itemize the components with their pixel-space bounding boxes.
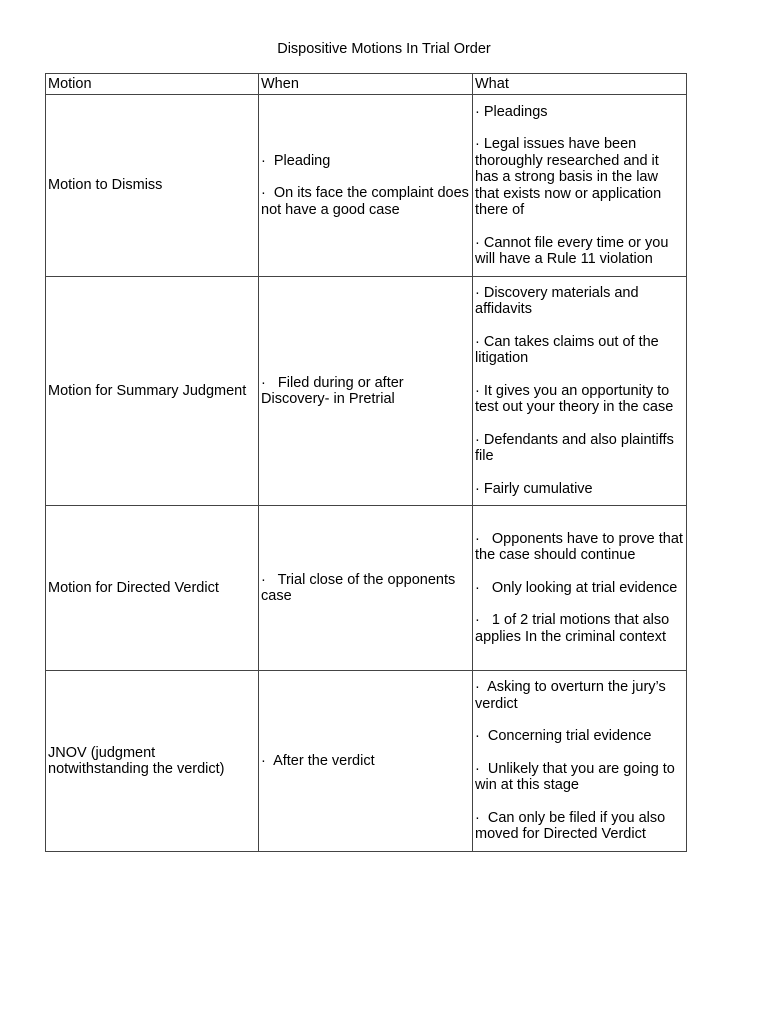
bullet-icon: · <box>475 612 480 629</box>
what-item: · Cannot file every time or you will have a Rule 11 violation <box>475 234 669 267</box>
what-cell <box>473 95 687 277</box>
table-row <box>46 671 687 852</box>
motions-table <box>45 73 687 852</box>
bullet-icon: · <box>475 103 480 120</box>
bullet-icon: · <box>261 374 266 391</box>
bullet-icon: · <box>475 579 480 596</box>
what-item: · Concerning trial evidence <box>475 728 652 745</box>
bullet-icon: · <box>475 333 480 350</box>
bullet-icon: · <box>475 284 480 301</box>
what-item: · Fairly cumulative <box>475 480 593 497</box>
bullet-icon: · <box>475 480 480 497</box>
bullet-icon: · <box>475 728 480 745</box>
header-motion: Motion <box>46 74 259 95</box>
when-cell <box>259 671 473 852</box>
when-item: · Filed during or after Discovery- in Pretrial <box>261 374 404 407</box>
table-row <box>46 95 687 277</box>
document-title: Dispositive Motions In Trial Order <box>277 41 491 57</box>
bullet-icon: · <box>261 185 266 202</box>
when-item: · On its face the complaint does not have a good case <box>261 185 469 218</box>
when-cell <box>259 277 473 506</box>
header-what: What <box>473 74 687 95</box>
when-item: · Trial close of the opponents case <box>261 571 456 604</box>
when-cell <box>259 95 473 277</box>
what-cell <box>473 277 687 506</box>
header-when: When <box>259 74 473 95</box>
table-row <box>46 277 687 506</box>
bullet-icon: · <box>475 530 480 547</box>
what-item: · Can takes claims out of the litigation <box>475 333 659 367</box>
bullet-icon: · <box>261 571 266 588</box>
what-item: · Only looking at trial evidence <box>475 579 678 596</box>
what-item: · Defendants and also plaintiffs file <box>475 431 674 465</box>
what-cell <box>473 671 687 852</box>
what-item: · 1 of 2 trial motions that also applies In the criminal context <box>475 612 670 645</box>
bullet-icon: · <box>475 760 480 777</box>
bullet-icon: · <box>261 152 266 169</box>
table-header-row <box>46 74 687 95</box>
what-item: · Pleadings <box>475 103 548 120</box>
what-cell <box>473 506 687 671</box>
bullet-icon: · <box>475 136 480 152</box>
bullet-icon: · <box>475 809 480 826</box>
table-row <box>46 506 687 671</box>
motion-cell: JNOV (judgment notwithstanding the verdict) <box>46 671 259 852</box>
what-item: · Unlikely that you are going to win at this stage <box>475 760 675 794</box>
bullet-icon: · <box>475 234 480 251</box>
what-item: · Discovery materials and affidavits <box>475 284 639 318</box>
when-item: · After the verdict <box>261 752 375 769</box>
what-item: · Legal issues have been thoroughly researched and it has a strong basis in the law that exists now or application there of <box>475 136 662 218</box>
what-item: · Asking to overturn the jury’s verdict <box>475 679 666 712</box>
when-item: · Pleading <box>261 152 331 169</box>
when-cell <box>259 506 473 671</box>
bullet-icon: · <box>261 752 266 769</box>
what-item: · Can only be filed if you also moved for Directed Verdict <box>475 809 666 843</box>
motion-cell: Motion for Summary Judgment <box>46 277 259 506</box>
bullet-icon: · <box>475 679 480 696</box>
motion-cell: Motion to Dismiss <box>46 95 259 277</box>
what-item: · Opponents have to prove that the case should continue <box>475 530 683 564</box>
bullet-icon: · <box>475 431 480 448</box>
what-item: · It gives you an opportunity to test out your theory in the case <box>475 382 674 416</box>
bullet-icon: · <box>475 382 480 399</box>
motion-cell: Motion for Directed Verdict <box>46 506 259 671</box>
